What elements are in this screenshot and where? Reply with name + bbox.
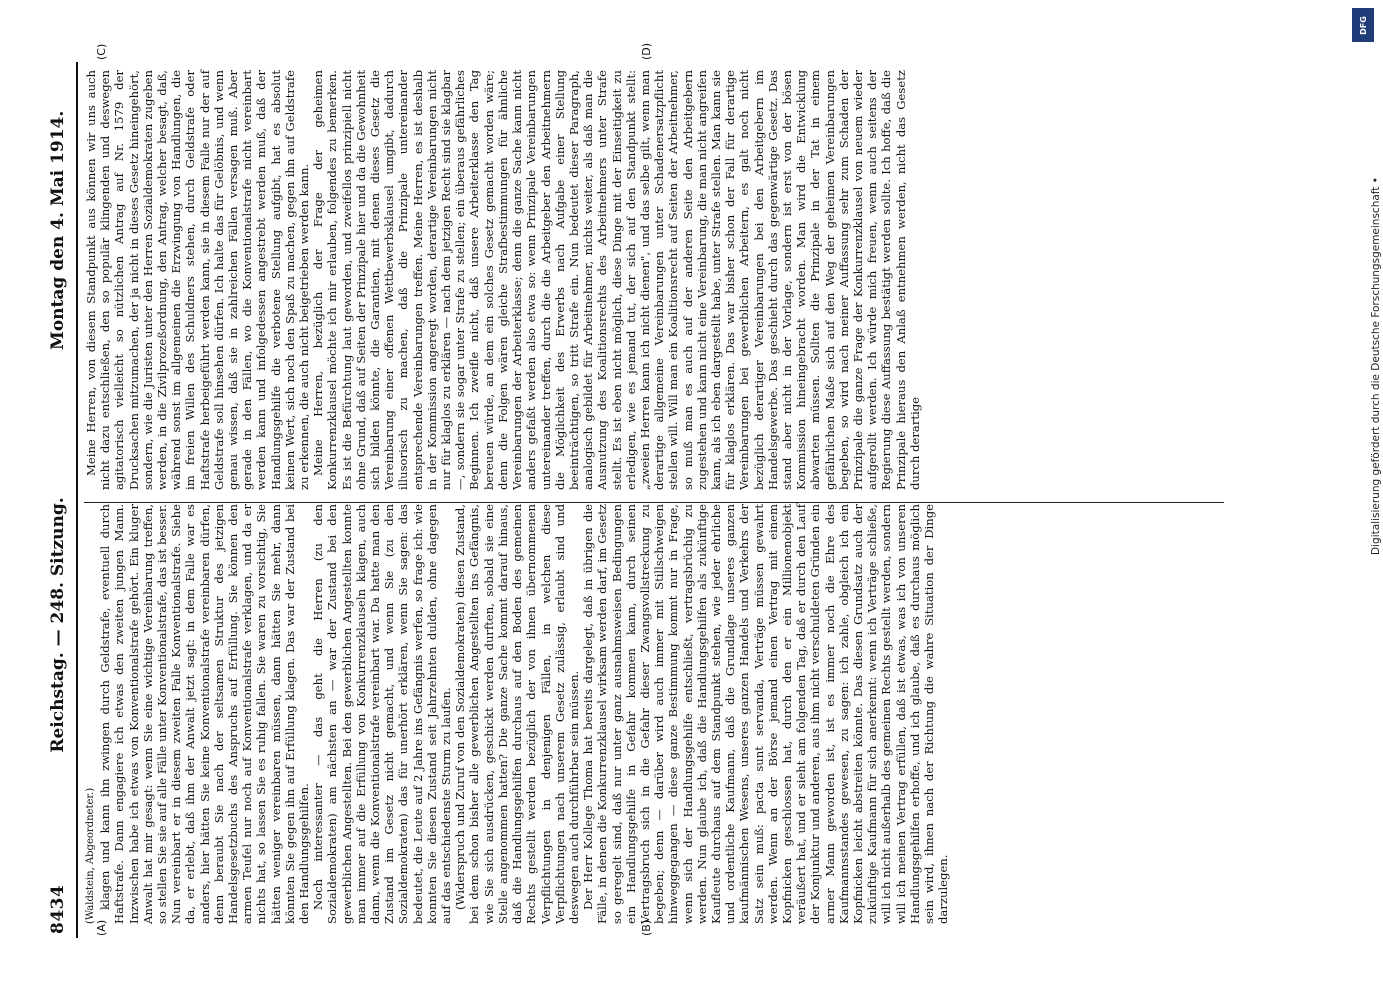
speaker-note: (Waldstein, Abgeordneter.) [85, 787, 96, 924]
margin-mark-b: (B) [640, 919, 653, 936]
paragraph: Meine Herren, bezüglich der Frage der geheimen Konkurrenzklausel möchte ich mir erlauben, folgendes zu bemerken. Es ist die Befürchtung laut geworden, und zweifellos prinzipiell nicht ohne Grund, daß auf Seiten der Prinzipale hier und da die Gewohnheit sich bilden könnte, die Garantien, mit denen dieses Gesetz die Vereinbarung einer offenen Wettbewerbsklausel umgibt, dadurch illusorisch zu machen, daß die Prinzipale untereinander entsprechende Vereinbarungen treffen. Meine Herren, es ist deshalb in der Kommission angeregt worden, derartige Vereinbarungen nicht nur für klaglos zu erklären — nach dem jetzigen Recht sind sie klagbar —, sondern sie sogar unter Strafe zu stellen; ein überaus gefährliches Beginnen. Ich zweifle nicht, daß unsere Arbeiterklasse den Tag bereuen würde, an dem ein solches Gesetz gemacht worden wäre; denn die Folgen wären gleiche Strafbestimmungen für ähnliche Vereinbarungen der Arbeiterklasse; denn die ganze Sache kann nicht anders gefaßt werden also etwa so: wenn Prinzipale Vereinbarungen untereinander treffen, durch die die Arbeitgeber den Arbeitnehmern die Möglichkeit des Erwerbs nach Aufgabe einer Stellung beeinträchtigen, so tritt Strafe ein. Nun bedeutet dieser Paragraph, analogisch gebildet für Arbeitnehmer, nichts weiter, als daß man die Ausnutzung des Koalitionsrechts des Arbeitnehmers unter Strafe stellt. Es ist eben nicht möglich, diese Dinge mit der Einseitigkeit zu erledigen, wie es jemand tut, der sich auf den Standpunkt stellt: „zweien Herren kann ich nicht dienen", und das selbe gilt, wenn man derartige allgemeine Vereinbarungen unter Schadenersatzpflicht stellen will. Will man ein Koalitionsrecht auf Seiten der Arbeitnehmer, so muß man es auch auf der anderen Seite den Arbeitgebern zugestehen und kann nicht eine Vereinbarung, die man nicht angreifen kann, als ich eben dargestellt habe, unter Strafe stellen. Man kann sie für klaglos erklären. Das war bisher schon der Fall für derartige Vereinbarungen bei gewerblichen Arbeitern, es galt noch nicht bezüglich derartiger Vereinbarungen bei den Arbeitgebern im Handelsgewerbe. Das geschieht durch das gegenwärtige Gesetz. Das stand aber nicht in der Vorlage, sondern ist erst von der bösen Kommission hineingebracht worden. Man wird die Entwicklung abwarten müssen. Sollten die Prinzipale in der Tat in einem gefährlichen Maße sich auf den Weg der geheimen Vereinbarungen begeben, so wird nach meiner Auffassung sehr zum Schaden der Prinzipale die ganze Frage der Konkurrenzklausel von neuem wieder aufgerollt werden. Ich würde mich freuen, wenn auch seitens der Regierung diese Auffassung bestätigt werden sollte. Ich hoffe, daß die Prinzipale hieraus den Anlaß entnehmen werden, nicht das Gesetz durch derartige [311, 70, 922, 490]
digitization-sidebar [1346, 0, 1380, 1000]
header-rule [76, 62, 78, 938]
paragraph: Noch interessanter — das geht die Herren (zu den Sozialdemokraten) am nächsten an — war der Zustand bei den gewerblichen Angestellten. Bei den gewerblichen Angestellten konnte man immer auf die Erfüllung von Konkurrenzklauseln klagen, auch dann, wenn die Konventionalstrafe vereinbart war. Da hatte man den Zustand im Gesetz nicht gemacht, und wenn Sie (zu den Sozialdemokraten) das für unerhört erklären, wenn Sie sagen: das bedeutet, die Leute auf 2 Jahre ins Gefängnis werfen, so frage ich: wie konnten Sie diesen Zustand seit Jahrzehnten dulden, ohne dagegen auf das entschiedenste Sturm zu laufen. [311, 504, 454, 924]
paragraph: (Widerspruch und Zuruf von den Sozialdemokraten) diesen Zustand, bei dem schon bisher alle gewerblichen Angestellten ins Gefängnis, wie Sie sich ausdrücken, geschickt werden durften, sobald sie eine Stelle angenommen hatten? Die ganze Sache kommt darauf hinaus, daß die Handlungsgehilfen durchaus auf den Boden des gemeinen Rechts gestellt werden bezüglich der von ihnen übernommenen Verpflichtungen in denjenigen Fällen, in welchen diese Verpflichtungen nach unserem Gesetz zulässig, erlaubt sind und deswegen auch durchführbar sein müssen. [453, 504, 581, 924]
margin-mark-c: (C) [95, 43, 108, 60]
page-header [48, 0, 74, 1000]
margin-mark-a: (A) [95, 919, 108, 936]
session-date: Montag den 4. Mai 1914. [48, 110, 68, 350]
page-number: 8434 [48, 884, 68, 934]
session-title: Reichstag. — 248. Sitzung. [48, 497, 68, 753]
right-column [84, 70, 922, 490]
paragraph: Der Herr Kollege Thoma hat bereits dargelegt, daß in übrigen die Fälle, in denen die Konkurrenzklausel wirksam werden darf, im Gesetz so geregelt sind, daß nur unter ganz ausnahmsweisen Bedingungen ein Handlungsgehilfe in Gefahr kommen kann, durch seinen Vertragsbruch sich in die Gefahr dieser Zwangsvollstreckung zu begeben; denn — darüber wird auch immer mit Stillschweigen hinweggegangen — diese ganze Bestimmung kommt nur in Frage, wenn sich der Handlungsgehilfe entschließt, vertragsbrüchig zu werden. Nun glaube ich, daß die Handlungsgehilfen als zukünftige Kaufleute durchaus auf dem Standpunkt stehen, wie jeder ehrliche und ordentliche Kaufmann, daß die Grundlage unseres ganzen kaufmännischen Wesens, unseres ganzen Handels und Verkehrs der Satz sein muß: pacta sunt servanda, Verträge müssen gewahrt werden. Wenn an der Börse jemand einen Vertrag mit einem Kopfnicken geschlossen hat, durch den er ein Millionenobjekt veräußert hat, und er sieht am folgenden Tag, daß er durch den Lauf der Konjunktur und anderen, aus ihm nicht verschuldeten Gründen ein armer Mann geworden ist, ist es immer noch die Ehre des Kaufmannsstandes gewesen, zu sagen: ich zahle, obgleich ich ein Kopfnicken leicht abstreiten könnte. Das diesen Grundsatz auch der zukünftige Kaufmann für sich anerkennt: wenn ich Verträge schließe, will ich nicht außerhalb des gemeinen Rechts gestellt werden, sondern will ich meinen Vertrag erfüllen, daß ist etwas, was ich von unseren Handlungsgehilfen erhoffe, und ich glaube, daß es durchaus möglich sein wird, ihnen nach der Richtung die wahre Situation der Dinge darzulegen. [581, 504, 951, 924]
margin-mark-d: (D) [640, 42, 653, 60]
left-column [84, 504, 950, 924]
dfg-logo: DFG [1352, 8, 1374, 42]
column-divider [84, 502, 1224, 503]
paragraph: klagen und kann ihn zwingen durch Geldstrafe, eventuell durch Haftstrafe. Dann engagiere ich etwas den zweiten jungen Mann. Inzwischen habe ich etwas von Konventionalstrafe gehört. Ein kluger Anwalt hat mir gesagt: wenn Sie eine wichtige Vereinbarung treffen, so stellen Sie sie auf alle Fälle unter Konventionalstrafe, das ist besser. Nun vereinbart er in diesem zweiten Falle Konventionalstrafe. Siehe da, er erlebt, daß ihm der Anwalt jetzt sagt: in dem Falle war es anders, hier hätten Sie keine Konventionalstrafe vereinbaren dürfen, denn beraubt Sie nach der seltsamen Struktur des jetzigen Handelsgesetzbuchs des Anspruchs auf Erfüllung. Sie können den armen Teufel nur noch auf Konventionalstrafe verklagen, und da er nichts hat, so lassen Sie es ruhig fallen. Sie waren zu vorsichtig, Sie hätten weniger vereinbaren müssen, dann hätten Sie mehr, dann könnten Sie gegen ihn auf Erfüllung klagen. Das war der Zustand bei den Handlungsgehilfen. [98, 504, 312, 924]
paragraph: Meine Herren, von diesem Standpunkt aus können wir uns auch nicht dazu entschließen, den so populär klingenden und deswegen agitatorisch vielleicht so nützlichen Antrag auf Nr. 1579 der Drucksachen mitzumachen, der ja nicht in dieses Gesetz hineingehört, sondern, wie die Juristen unter den Herren Sozialdemokraten zugeben werden, in die Zivilprozeßordnung, den Antrag, welcher besagt, daß, während sonst im allgemeinen die Erzwingung von Handlungen, die im freien Willen des Schuldners stehen, durch Geldstrafe oder Haftstrafe herbeigeführt werden kann, sie in diesem Falle nur der auf Geldstrafe soll hinsehen dürfen. Ich halte das für Gelöbnis, und wenn genau wissen, daß sie in zahlreichen Fällen versagen muß. Aber gerade in den Fällen, wo die Konventionalstrafe nicht vereinbart werden kann und infolgedessen angestrebt werden muß, daß der Handlungsgehilfe die verbotene Stellung aufgibt, hat es absolut keinen Wert, sich noch den Spaß zu machen, gegen ihn auf Geldstrafe zu erkennen, die auch nicht beigetrieben werden kann. [84, 70, 312, 490]
digitization-credit: Digitalisierung gefördert durch die Deutsche Forschungsgemeinschaft • [1370, 177, 1382, 555]
